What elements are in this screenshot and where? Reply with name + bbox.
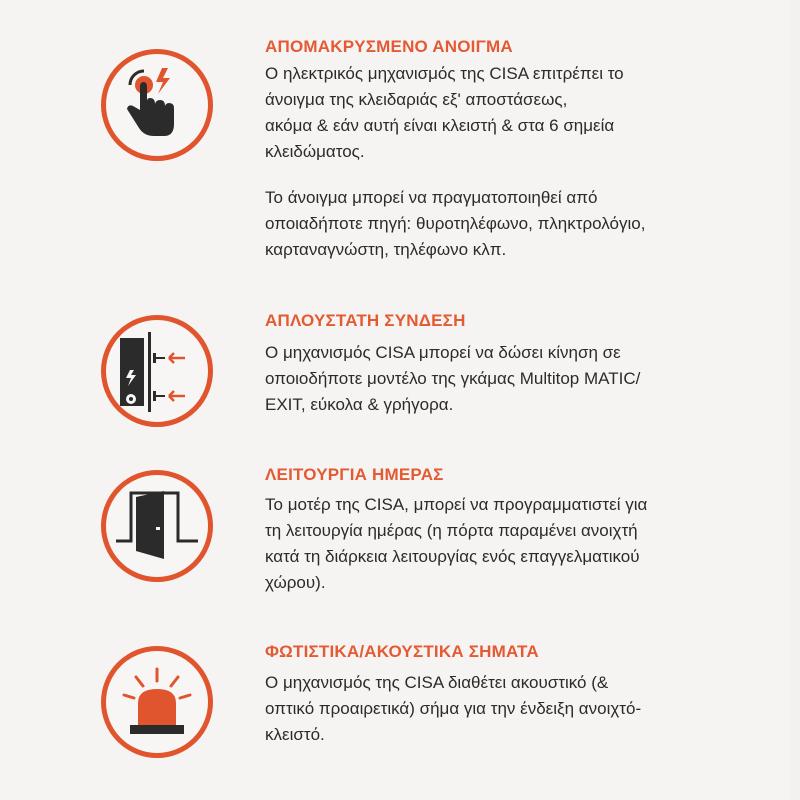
text-line: οπτικό προαιρετικά) σήμα για την ένδειξη ανοιχτό- — [265, 699, 642, 718]
section-title: ΑΠΟΜΑΚΡΥΣΜΕΝΟ ΑΝΟΙΓΜΑ — [265, 37, 513, 56]
section-paragraph — [265, 61, 785, 165]
lock-mechanism-connection-icon — [101, 315, 213, 427]
alarm-siren-icon — [101, 646, 213, 758]
text-line: κλειδώματος. — [265, 142, 365, 161]
text-line: ακόμα & εάν αυτή είναι κλειστή & στα 6 σημεία — [265, 116, 615, 135]
section-title: ΑΠΛΟΥΣΤΑΤΗ ΣΥΝΔΕΣΗ — [265, 311, 466, 330]
remote-opening-hand-icon — [101, 49, 213, 161]
text-line: κατά τη διάρκεια λειτουργίας ενός επαγγελματικού — [265, 547, 640, 566]
section-paragraph — [265, 492, 785, 596]
section-paragraph — [265, 185, 785, 263]
text-line: χώρου). — [265, 573, 326, 592]
text-line: οποιοδήποτε μοντέλο της γκάμας Multitop MATIC/ — [265, 369, 641, 388]
section-paragraph — [265, 340, 785, 418]
open-door-icon — [101, 470, 213, 582]
section-paragraph — [265, 670, 785, 748]
text-line: τη λειτουργία ημέρας (η πόρτα παραμένει ανοιχτή — [265, 521, 638, 540]
text-line: Ο ηλεκτρικός μηχανισμός της CISA επιτρέπει το — [265, 64, 624, 83]
section-title: ΛΕΙΤΟΥΡΓΙΑ ΗΜΕΡΑΣ — [265, 465, 444, 484]
text-line: Το άνοιγμα μπορεί να πραγματοποιηθεί από — [265, 188, 598, 207]
text-line: Ο μηχανισμός CISA μπορεί να δώσει κίνηση σε — [265, 343, 621, 362]
text-line: κλειστό. — [265, 725, 325, 744]
text-line: EXIT, εύκολα & γρήγορα. — [265, 395, 454, 414]
text-line: Το μοτέρ της CISA, μπορεί να προγραμματιστεί για — [265, 495, 648, 514]
section-title: ΦΩΤΙΣΤΙΚΑ/ΑΚΟΥΣΤΙΚΑ ΣΗΜΑΤΑ — [265, 642, 539, 661]
text-line: άνοιγμα της κλειδαριάς εξ' αποστάσεως, — [265, 90, 568, 109]
text-line: καρταναγνώστη, τηλέφωνο κλπ. — [265, 240, 507, 259]
text-line: οποιαδήποτε πηγή: θυροτηλέφωνο, πληκτρολόγιο, — [265, 214, 646, 233]
text-line: Ο μηχανισμός της CISA διαθέτει ακουστικό (& — [265, 673, 609, 692]
